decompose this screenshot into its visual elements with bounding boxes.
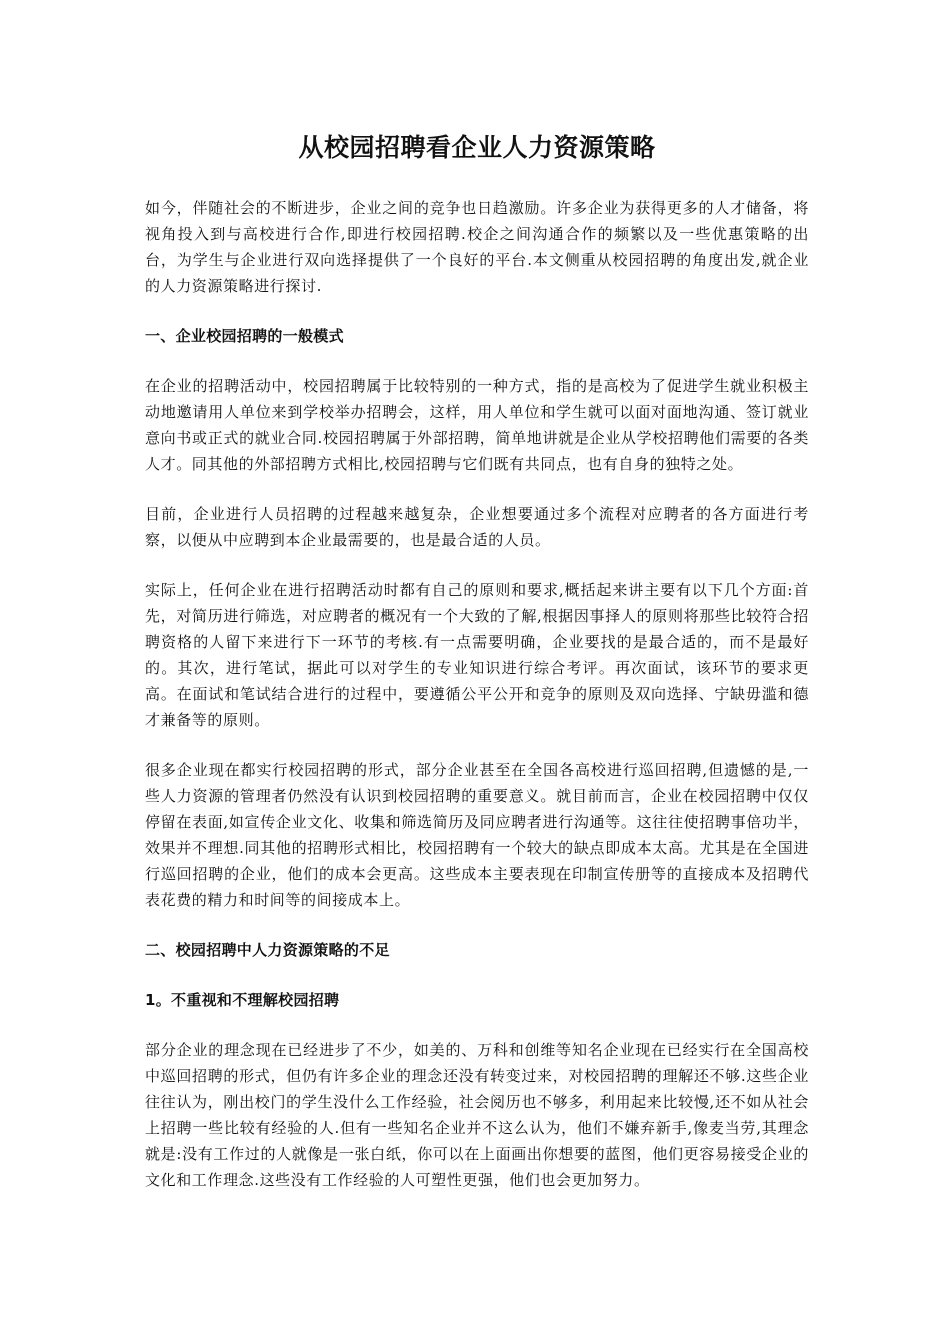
document-title: 从校园招聘看企业人力资源策略 bbox=[298, 133, 656, 162]
paragraph: 在企业的招聘活动中，校园招聘属于比较特别的一种方式，指的是高校为了促进学生就业积极主动地邀请用人单位来到学校举办招聘会，这样，用人单位和学生就可以面对面地沟通、签订就业意向书或正式的就业合同.校园招聘属于外部招聘，简单地讲就是企业从学校招聘他们需要的各类人才。同其他的外部招聘方式相比,校园招聘与它们既有共同点，也有自身的独特之处。 bbox=[145, 377, 809, 473]
section-heading-1: 一、企业校园招聘的一般模式 bbox=[145, 327, 344, 345]
paragraph: 实际上，任何企业在进行招聘活动时都有自己的原则和要求,概括起来讲主要有以下几个方面:首先，对简历进行筛选，对应聘者的概况有一个大致的了解,根据因事择人的原则将那些比较符合招聘资格的人留下来进行下一环节的考核.有一点需要明确，企业要找的是最合适的，而不是最好的。其次，进行笔试，据此可以对学生的专业知识进行综合考评。再次面试，该环节的要求更高。在面试和笔试结合进行的过程中，要遵循公平公开和竞争的原则及双向选择、宁缺毋滥和德才兼备等的原则。 bbox=[145, 581, 809, 729]
document-body bbox=[145, 130, 809, 1217]
intro-paragraph: 如今，伴随社会的不断进步，企业之间的竞争也日趋激励。许多企业为获得更多的人才储备，将视角投入到与高校进行合作,即进行校园招聘.校企之间沟通合作的频繁以及一些优惠策略的出台，为学生与企业进行双向选择提供了一个良好的平台.本文侧重从校园招聘的角度出发,就企业的人力资源策略进行探讨. bbox=[145, 199, 809, 295]
subsection-heading-1: 1。不重视和不理解校园招聘 bbox=[145, 991, 340, 1009]
section-heading-2: 二、校园招聘中人力资源策略的不足 bbox=[145, 941, 390, 959]
paragraph: 部分企业的理念现在已经进步了不少，如美的、万科和创维等知名企业现在已经实行在全国高校中巡回招聘的形式，但仍有许多企业的理念还没有转变过来，对校园招聘的理解还不够.这些企业往往认为，刚出校门的学生没什么工作经验，社会阅历也不够多，利用起来比较慢,还不如从社会上招聘一些比较有经验的人.但有一些知名企业并不这么认为，他们不嫌弃新手,像麦当劳,其理念就是:没有工作过的人就像是一张白纸，你可以在上面画出你想要的蓝图，他们更容易接受企业的文化和工作理念.这些没有工作经验的人可塑性更强，他们也会更加努力。 bbox=[145, 1041, 809, 1189]
paragraph: 很多企业现在都实行校园招聘的形式，部分企业甚至在全国各高校进行巡回招聘,但遗憾的是,一些人力资源的管理者仍然没有认识到校园招聘的重要意义。就目前而言，企业在校园招聘中仅仅停留在表面,如宣传企业文化、收集和筛选简历及同应聘者进行沟通等。这往往使招聘事倍功半，效果并不理想.同其他的招聘形式相比，校园招聘有一个较大的缺点即成本太高。尤其是在全国进行巡回招聘的企业，他们的成本会更高。这些成本主要表现在印制宣传册等的直接成本及招聘代表花费的精力和时间等的间接成本上。 bbox=[145, 761, 809, 909]
paragraph: 目前，企业进行人员招聘的过程越来越复杂，企业想要通过多个流程对应聘者的各方面进行考察，以便从中应聘到本企业最需要的，也是最合适的人员。 bbox=[145, 505, 809, 549]
